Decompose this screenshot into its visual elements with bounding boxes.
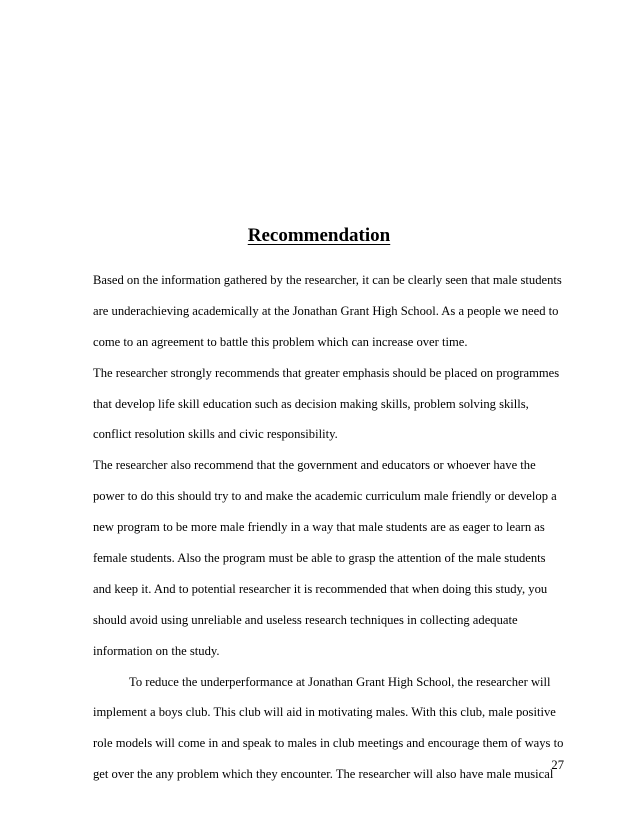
- text-line: role models will come in and speak to males in club meetings and encourage them of ways to: [93, 736, 564, 751]
- section-heading: Recommendation: [247, 225, 391, 246]
- text-line: The researcher strongly recommends that greater emphasis should be placed on programmes: [93, 365, 560, 380]
- page-number: 27: [551, 758, 564, 772]
- text-line: that develop life skill education such as decision making skills, problem solving skills,: [93, 396, 529, 411]
- text-line: information on the study.: [93, 643, 220, 658]
- text-line: new program to be more male friendly in a way that male students are as eager to learn as: [93, 520, 545, 535]
- text-line: conflict resolution skills and civic responsibility.: [93, 427, 338, 442]
- text-line: The researcher also recommend that the government and educators or whoever have the: [93, 458, 536, 473]
- text-line: Based on the information gathered by the researcher, it can be clearly seen that male students: [93, 273, 562, 287]
- text-line: should avoid using unreliable and useless research techniques in collecting adequate: [93, 612, 518, 627]
- text-line: and keep it. And to potential researcher it is recommended that when doing this study, you: [93, 581, 548, 596]
- text-line: implement a boys club. This club will aid in motivating males. With this club, male positive: [93, 705, 556, 720]
- text-line: power to do this should try to and make the academic curriculum male friendly or develop a: [93, 489, 557, 504]
- text-line: are underachieving academically at the Jonathan Grant High School. As a people we need to: [93, 303, 559, 318]
- text-line: come to an agreement to battle this problem which can increase over time.: [93, 334, 468, 349]
- text-line: female students. Also the program must be able to grasp the attention of the male students: [93, 551, 546, 566]
- body-text: [93, 265, 573, 790]
- text-line-indented: To reduce the underperformance at Jonathan Grant High School, the researcher will: [129, 674, 551, 689]
- text-line: get over the any problem which they encounter. The researcher will also have male musical: [93, 767, 554, 782]
